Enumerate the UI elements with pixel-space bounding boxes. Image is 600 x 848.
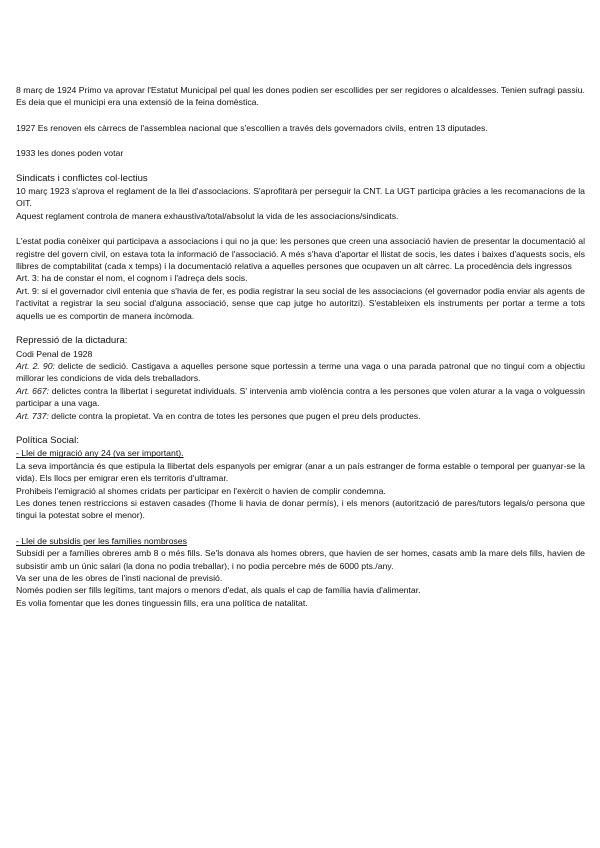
art-667-label: Art. 667: bbox=[16, 385, 50, 396]
heading-repressio: Repressió de la dictadura: bbox=[16, 335, 128, 347]
paragraph-extensio-domestica: Es deia que el municipi era una extensió de la feina domèstica. bbox=[16, 97, 259, 108]
paragraph-art-290 bbox=[16, 360, 585, 385]
paragraph-art-667 bbox=[16, 385, 585, 410]
paragraph-reglament-1923: 10 març 1923 s'aprova el reglament de la llei d'associacions. S'aprofitarà per perseguir la CNT. La UGT participa gràcies a les recomanacions de la OIT. bbox=[16, 186, 585, 209]
paragraph-art-737 bbox=[16, 410, 585, 422]
paragraph-art-9: Art. 9: si el governador civil entenia que s'havia de fer, es podia registrar la seu social de les associacions (el governador podia enviar als agents de l'activitat a registrar la seu social d'alguna associació, sense que cap jutge ho autoritzi). S'estableixen els instruments per portar a terme a tots aquells ue es comportin de manera incòmoda. bbox=[16, 285, 585, 321]
paragraph-reglament-control: Aquest reglament controla de manera exhaustiva/total/absolut la vida de les associacions/sindicats. bbox=[16, 210, 399, 221]
heading-politica-social: Política Social: bbox=[16, 434, 79, 446]
art-290-label: Art. 2. 90: bbox=[16, 360, 55, 371]
paragraph-migracio-prohibicio: Prohibeis l'emigració al shomes cridats per participar en l'exèrcit o havien de complir condemna. bbox=[16, 485, 386, 496]
subheading-llei-migracio: - Llei de migració any 24 (va ser important). bbox=[16, 448, 184, 459]
paragraph-estatut-municipal: 8 març de 1924 Primo va aprovar l'Estatut Municipal pel qual les dones podien ser escollides per ser regidores o alcaldesses. Tenien sufragi passiu. bbox=[16, 85, 585, 95]
art-667-text: delictes contra la llibertat i seguretat individuals. S' intervenia amb violència contra a les persones que volen aturar a la vaga o volguessin participar a una vaga. bbox=[16, 385, 585, 409]
heading-sindicats: Sindicats i conflictes col·lectius bbox=[16, 172, 148, 184]
paragraph-subsidi-natalitat: Es volia fomentar que les dones tinguessin fills, era una política de natalitat. bbox=[16, 597, 308, 608]
paragraph-migracio-restriccions: Les dones tenen restriccions si estaven casades (l'home li havia de donar permís), i els menors (autorització de pares/tutors legals/o persona que tingui la potestat sobre el menor). bbox=[16, 497, 585, 521]
art-290-text: delicte de sedició. Castigava a aquelles persone sque portessin a terme una vaga o una parada patronal que no tingui com a objectiu millorar les condicions de vida dels treballadors. bbox=[16, 360, 585, 384]
subheading-codi-penal: Codi Penal de 1928 bbox=[16, 348, 93, 359]
paragraph-1927: 1927 Es renoven els càrrecs de l'assemblea nacional que s'escollien a través dels governadors civils, entren 13 diputades. bbox=[16, 122, 488, 133]
paragraph-subsidi-obreres: Subsidi per a famílies obreres amb 8 o més fills. Se'ls donava als homes obrers, que havien de ser homes, casats amb la mare dels fills, havien de subsistir amb un únic salari (la dona no podia treballar), i no podia percebre més de 6000 pts./any. bbox=[16, 548, 585, 571]
paragraph-1933: 1933 les dones poden votar bbox=[16, 148, 124, 159]
paragraph-subsidi-fills: Només podien ser fills legítims, tant majors o menors d'edat, als quals el cap de família havia d'alimentar. bbox=[16, 585, 421, 596]
paragraph-estat-associacions: L'estat podia conèixer qui participava a associacions i qui no ja que: les persones que creen una associació havien de presentar la documentació al registre del govern civil, on estava tota la informació de l'associació. A més s'hava d'aportar el llistat de socis, les dates i baixes d'aquests socis, els llibres de comptabilitat (cada x temps) i la documentació relativa a aquelles persones que ocupaven un alt càrrec. La procedència dels ingressos bbox=[16, 236, 585, 272]
art-737-label: Art. 737: bbox=[16, 410, 49, 421]
paragraph-migracio-importancia: La seva importància és que estipula la llibertat dels espanyols per emigrar (anar a un país estranger de forma estable o temporal per guanyar-se la vida). Els llocs per emigrar eren els territoris d'ultramar. bbox=[16, 460, 585, 484]
document-body bbox=[16, 84, 585, 609]
art-737-text: delicte contra la propietat. Va en contra de totes les persones que pugen el preu dels productes. bbox=[48, 410, 421, 421]
paragraph-art-3: Art. 3: ha de constar el nom, el cognom i l'adreça dels socis. bbox=[16, 273, 248, 284]
subheading-llei-subsidis: - Llei de subsidis per les famílies nombroses bbox=[16, 535, 187, 546]
paragraph-subsidi-previsio: Va ser una de les obres de l'insti nacional de previsió. bbox=[16, 573, 223, 583]
